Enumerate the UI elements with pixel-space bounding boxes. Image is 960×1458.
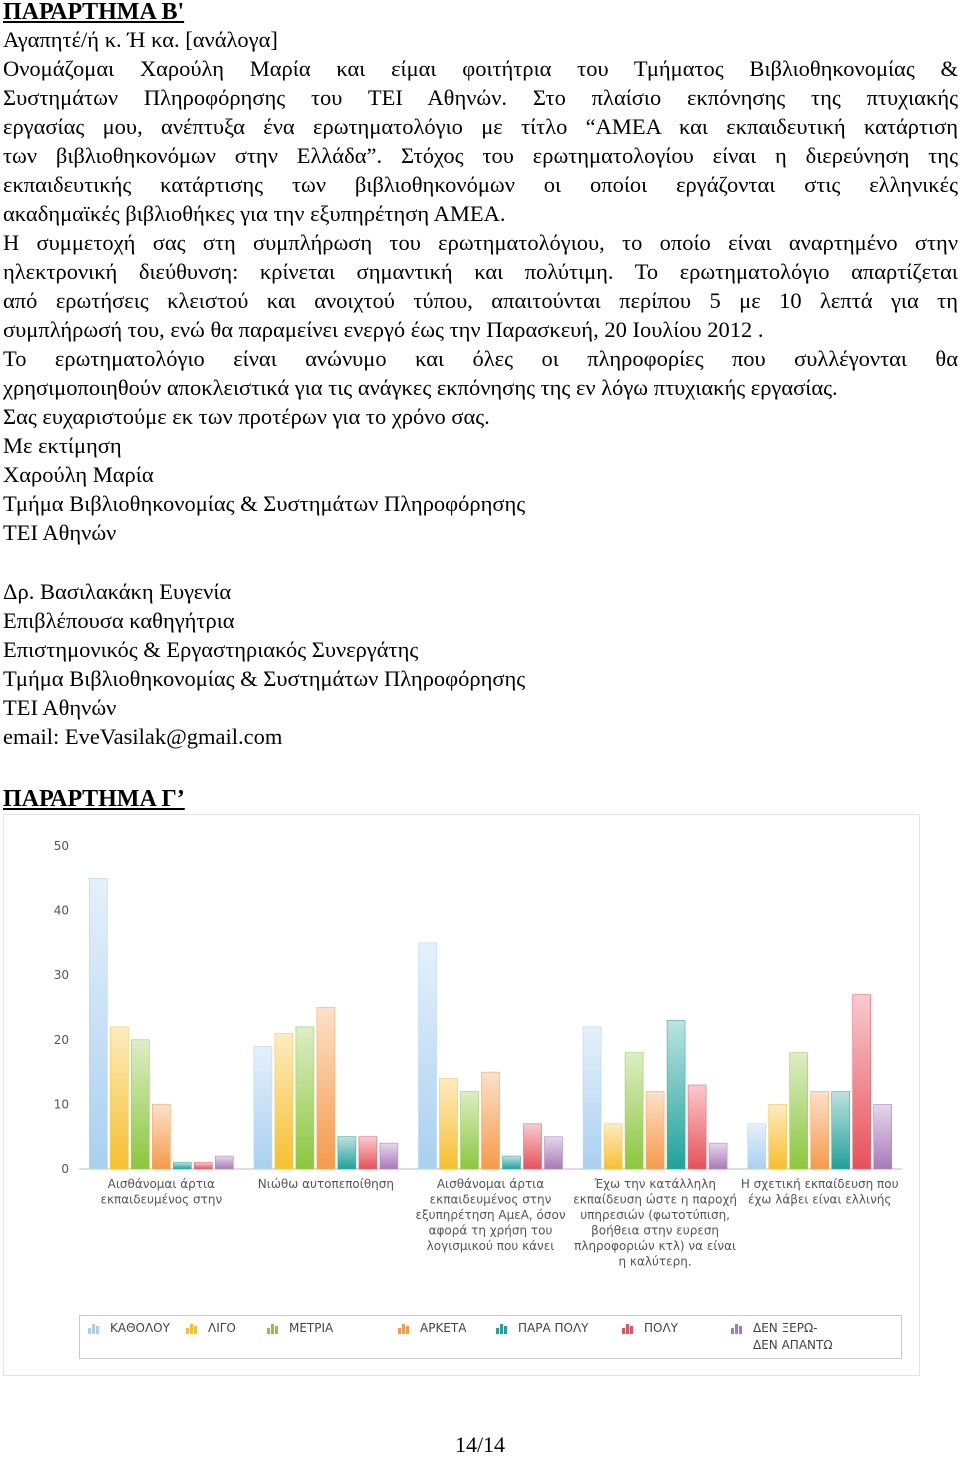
paragraph-line: Το ερωτηματολόγιο είναι ανώνυμο και όλες οι πληροφορίες που συλλέγονται θα bbox=[3, 346, 958, 371]
bar-λιγο bbox=[275, 1033, 293, 1169]
category-label: Αισθάνομαι άρτια εκπαιδευμένος στην εξυπηρέτηση ΑμεΑ, όσον αφορά τη χρήση του λογισμικού που κάνει bbox=[415, 1177, 566, 1253]
appendix-b-heading: ΠΑΡΑΡΤΗΜΑ Β' bbox=[3, 0, 185, 25]
bar-αρκετα bbox=[152, 1104, 170, 1169]
legend-bars-icon bbox=[496, 1322, 510, 1334]
paragraph-line: Συστημάτων Πληροφόρησης του ΤΕΙ Αθηνών. Στο πλαίσιο εκπόνησης της πτυχιακής bbox=[3, 85, 958, 110]
bar-παρα πολυ bbox=[173, 1163, 191, 1169]
appendix-c-heading: ΠΑΡΑΡΤΗΜΑ Γ’ bbox=[3, 786, 185, 812]
paragraph-line: Η συμμετοχή σας στη συμπλήρωση του ερωτηματολόγιου, το οποίο είναι αναρτημένο στην bbox=[3, 230, 958, 255]
bar-μετρια bbox=[790, 1053, 808, 1169]
chart-legend bbox=[79, 1315, 902, 1359]
bar-δεν ξερω-δεν απαντω bbox=[545, 1137, 563, 1169]
paragraph-line: συμπλήρωσή του, ενώ θα παραμείνει ενεργό έως την Παρασκευή, 20 Ιουλίου 2012 . bbox=[3, 317, 764, 342]
bar-αρκετα bbox=[646, 1091, 664, 1169]
supervisor-institution: ΤΕΙ Αθηνών bbox=[3, 695, 117, 720]
bar-πολυ bbox=[688, 1085, 706, 1169]
paragraph-line: εκπαιδευτικής κατάρτισης των βιβλιοθηκονόμων οι οποίοι εργάζονται στις ελληνικές bbox=[3, 172, 958, 197]
bar-δεν ξερω-δεν απαντω bbox=[215, 1156, 233, 1169]
legend-bars-icon bbox=[622, 1322, 636, 1334]
legend-label: ΑΡΚΕΤΑ bbox=[420, 1321, 467, 1335]
bar-καθολου bbox=[583, 1027, 601, 1169]
legend-bars-icon bbox=[398, 1322, 412, 1334]
bar-chart bbox=[4, 815, 919, 1315]
paragraph-line: εργασίας μου, ανέπτυξα ένα ερωτηματολόγιο με τίτλο “ΑΜΕΑ και εκπαιδευτική κατάρτιση bbox=[3, 114, 958, 139]
bar-μετρια bbox=[461, 1091, 479, 1169]
greeting-line: Αγαπητέ/ή κ. Ή κα. [ανάλογα] bbox=[3, 27, 278, 52]
legend-label: ΜΕΤΡΙΑ bbox=[289, 1321, 334, 1335]
bar-αρκετα bbox=[317, 1008, 335, 1170]
paragraph-line: χρησιμοποιηθούν αποκλειστικά για τις ανάγκες εκπόνησης της εν λόγω πτυχιακής εργασίας. bbox=[3, 375, 838, 400]
signature-name: Χαρούλη Μαρία bbox=[3, 462, 154, 487]
bar-αρκετα bbox=[811, 1091, 829, 1169]
signature-department: Τμήμα Βιβλιοθηκονομίας & Συστημάτων Πληροφόρησης bbox=[3, 491, 526, 516]
bar-λιγο bbox=[440, 1079, 458, 1169]
category-label: Αισθάνομαι άρτια εκπαιδευμένος στην bbox=[100, 1177, 223, 1207]
bar-πολυ bbox=[853, 995, 871, 1169]
category-label: Νιώθω αυτοπεποίθηση bbox=[257, 1177, 395, 1191]
chart-container bbox=[3, 814, 920, 1376]
bar-μετρια bbox=[131, 1040, 149, 1169]
bar-καθολου bbox=[419, 943, 437, 1169]
bar-καθολου bbox=[254, 1046, 272, 1169]
paragraph-line: των βιβλιοθηκονόμων στην Ελλάδα”. Στόχος του ερωτηματολογίου είναι η διερεύνηση της bbox=[3, 143, 958, 168]
supervisor-title: Επιστημονικός & Εργαστηριακός Συνεργάτης bbox=[3, 637, 419, 662]
legend-label: ΠΑΡΑ ΠΟΛΥ bbox=[518, 1321, 589, 1335]
bar-παρα πολυ bbox=[338, 1137, 356, 1169]
supervisor-role: Επιβλέπουσα καθηγήτρια bbox=[3, 608, 235, 633]
bar-καθολου bbox=[89, 878, 107, 1169]
signature-institution: ΤΕΙ Αθηνών bbox=[3, 520, 117, 545]
category-label: Έχω την κατάλληλη εκπαίδευση ώστε η παροχή υπηρεσιών (φωτοτύπιση, βοήθεια στην ευρεση πληροφοριών κτλ) να είναι η καλύτερη. bbox=[573, 1177, 737, 1269]
legend-bars-icon bbox=[267, 1322, 281, 1334]
bar-λιγο bbox=[769, 1104, 787, 1169]
bar-παρα πολυ bbox=[667, 1020, 685, 1169]
bar-δεν ξερω-δεν απαντω bbox=[709, 1143, 727, 1169]
bar-μετρια bbox=[296, 1027, 314, 1169]
y-tick-label: 20 bbox=[53, 1032, 69, 1047]
paragraph-line: από ερωτήσεις κλειστού και ανοιχτού τύπου, απαιτούνται περίπου 5 με 10 λεπτά για τη bbox=[3, 288, 958, 313]
supervisor-department: Τμήμα Βιβλιοθηκονομίας & Συστημάτων Πληροφόρησης bbox=[3, 666, 526, 691]
legend-bars-icon bbox=[88, 1322, 102, 1334]
closing-line: Με εκτίμηση bbox=[3, 433, 122, 458]
bar-πολυ bbox=[359, 1137, 377, 1169]
y-tick-label: 10 bbox=[53, 1097, 69, 1112]
paragraph-line: Σας ευχαριστούμε εκ των προτέρων για το χρόνο σας. bbox=[3, 404, 490, 429]
bar-πολυ bbox=[194, 1163, 212, 1169]
y-tick-label: 50 bbox=[53, 839, 69, 853]
email-line: email: EveVasilak@gmail.com bbox=[3, 724, 283, 749]
legend-label: ΚΑΘΟΛΟΥ bbox=[110, 1321, 170, 1335]
bar-δεν ξερω-δεν απαντω bbox=[380, 1143, 398, 1169]
bar-λιγο bbox=[604, 1124, 622, 1169]
legend-label: ΠΟΛΥ bbox=[644, 1321, 679, 1335]
bar-πολυ bbox=[524, 1124, 542, 1169]
page-number: 14/14 bbox=[454, 1432, 506, 1457]
bar-μετρια bbox=[625, 1053, 643, 1169]
bar-λιγο bbox=[110, 1027, 128, 1169]
legend-label: ΛΙΓΟ bbox=[208, 1321, 236, 1335]
supervisor-name: Δρ. Βασιλακάκη Ευγενία bbox=[3, 579, 232, 604]
legend-bars-icon bbox=[186, 1322, 200, 1334]
y-tick-label: 30 bbox=[53, 968, 69, 983]
y-tick-label: 40 bbox=[53, 903, 69, 918]
paragraph-line: ακαδημαϊκές βιβλιοθήκες για την εξυπηρέτηση ΑΜΕΑ. bbox=[3, 201, 506, 226]
legend-label: ΔΕΝ ΞΕΡΩ- ΔΕΝ ΑΠΑΝΤΩ bbox=[753, 1321, 833, 1352]
y-tick-label: 0 bbox=[61, 1162, 69, 1176]
category-label: Η σχετική εκπαίδευση που έχω λάβει είναι ελλινής bbox=[740, 1177, 899, 1207]
bar-παρα πολυ bbox=[832, 1091, 850, 1169]
bar-αρκετα bbox=[482, 1072, 500, 1169]
bar-δεν ξερω-δεν απαντω bbox=[874, 1104, 892, 1169]
bar-παρα πολυ bbox=[503, 1156, 521, 1169]
paragraph-line: Ονομάζομαι Χαρούλη Μαρία και είμαι φοιτήτρια του Τμήματος Βιβλιοθηκονομίας & bbox=[3, 56, 958, 81]
legend-bars-icon bbox=[731, 1322, 745, 1334]
bar-καθολου bbox=[748, 1124, 766, 1169]
paragraph-line: ηλεκτρονική διεύθυνση: κρίνεται σημαντική και πολύτιμη. Το ερωτηματολόγιο απαρτίζεται bbox=[3, 259, 958, 284]
